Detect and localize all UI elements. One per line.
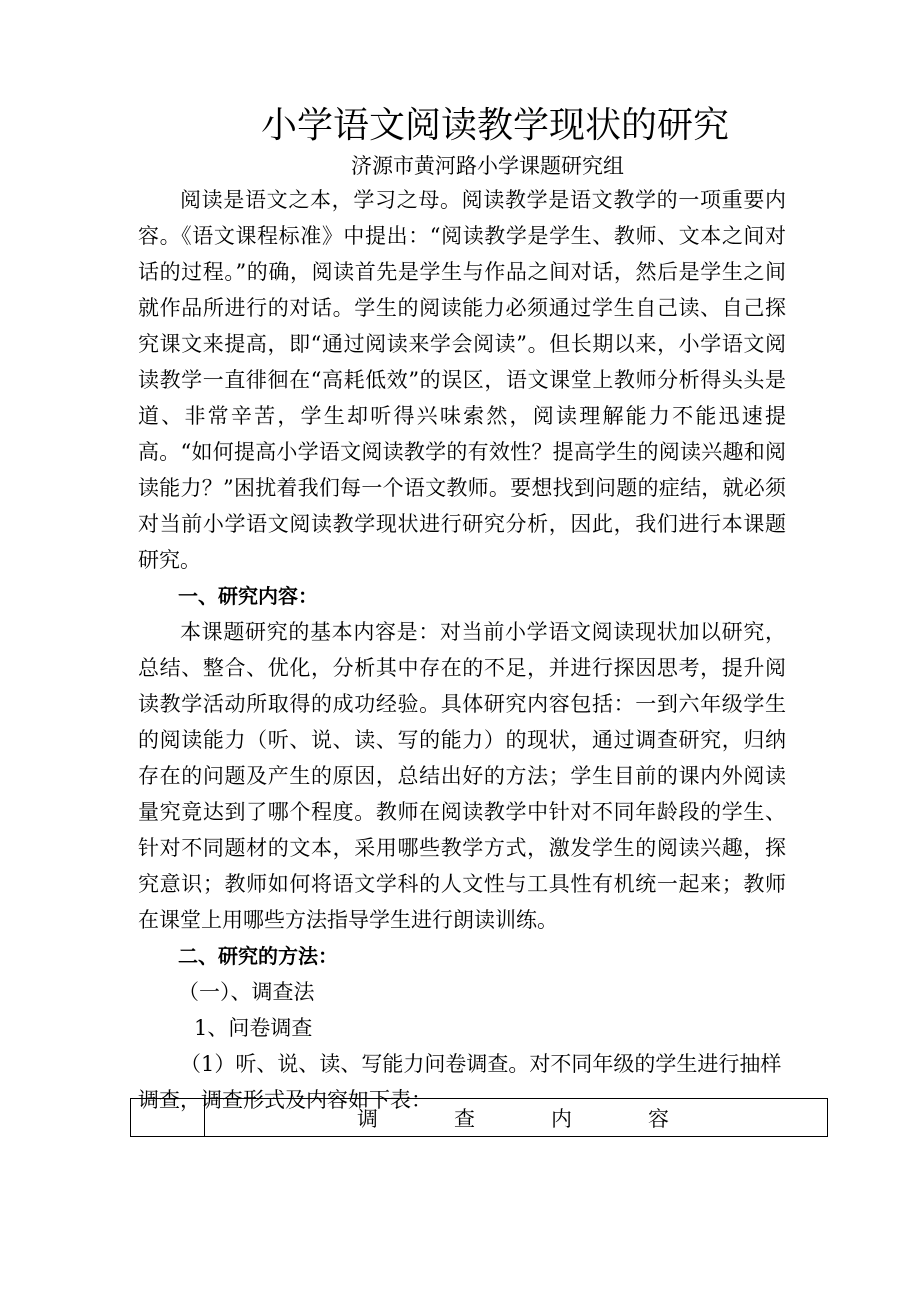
- section-heading-research-content: 一、研究内容：: [178, 584, 318, 608]
- document-subtitle: 济源市黄河路小学课题研究组: [351, 154, 624, 178]
- survey-table-header-cell: 调查内容: [357, 1106, 745, 1131]
- document-title: 小学语文阅读教学现状的研究: [260, 105, 729, 146]
- method-survey-heading: （一）、调查法: [178, 980, 315, 1004]
- intro-paragraph: 阅读是语文之本，学习之母。阅读教学是语文教学的一项重要内容。《语文课程标准》中提出：“阅读教学是学生、教师、文本之间对话的过程。”的确，阅读首先是学生与作品之间对话，然后是学生之间就作品所进行的对话。学生的阅读能力必须通过学生自己读、自己探究课文来提高，即“通过阅读来学会阅读”。但长期以来，小学语文阅读教学一直徘徊在“高耗低效”的误区，语文课堂上教师分析得头头是道、非常辛苦，学生却听得兴味索然，阅读理解能力不能迅速提高。“如何提高小学语文阅读教学的有效性？提高学生的阅读兴趣和阅读能力？”困扰着我们每一个语文教师。要想找到问题的症结，就必须对当前小学语文阅读教学现状进行研究分析，因此，我们进行本课题研究。: [138, 188, 786, 572]
- survey-table: [130, 1098, 828, 1137]
- survey-table-blank-cell: [131, 1099, 205, 1136]
- questionnaire-heading: 1、问卷调查: [194, 1016, 313, 1040]
- questionnaire-item: （1）听、说、读、写能力问卷调查。对不同年级的学生进行抽样调查，调查形式及内容如下表：: [138, 1052, 782, 1112]
- document-body: [138, 182, 786, 1118]
- section-heading-research-methods: 二、研究的方法：: [178, 944, 338, 968]
- research-content-paragraph: 本课题研究的基本内容是：对当前小学语文阅读现状加以研究，总结、整合、优化，分析其中存在的不足，并进行探因思考，提升阅读教学活动所取得的成功经验。具体研究内容包括：一到六年级学生的阅读能力（听、说、读、写的能力）的现状，通过调查研究，归纳存在的问题及产生的原因，总结出好的方法；学生目前的课内外阅读量究竟达到了哪个程度。教师在阅读教学中针对不同年龄段的学生、针对不同题材的文本，采用哪些教学方式，激发学生的阅读兴趣，探究意识；教师如何将语文学科的人文性与工具性有机统一起来；教师在课堂上用哪些方法指导学生进行朗读训练。: [138, 620, 786, 932]
